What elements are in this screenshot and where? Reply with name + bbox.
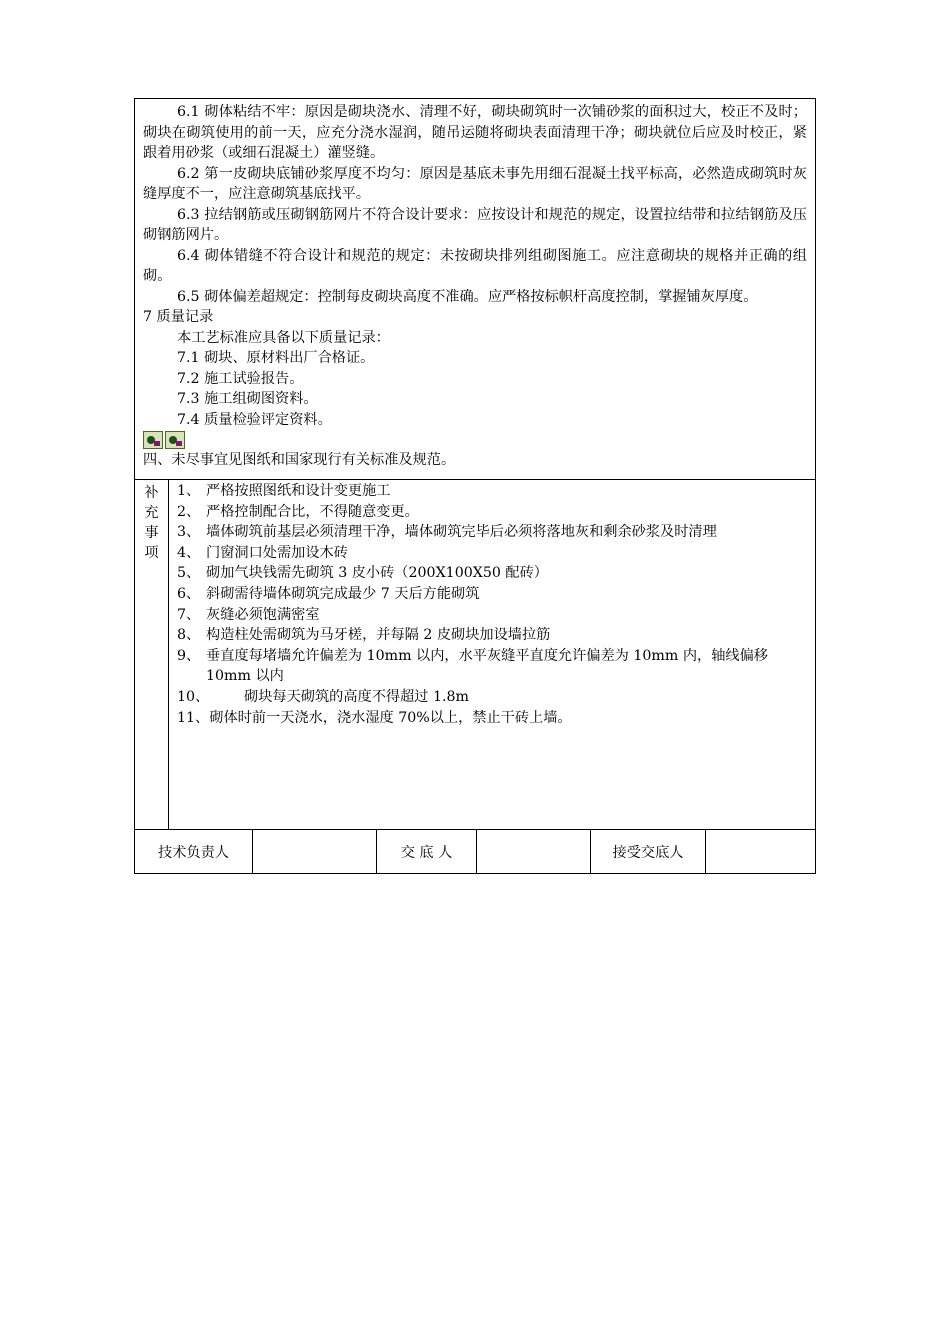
supplement-item: 8、 构造柱处需砌筑为马牙槎，并每隔 2 皮砌块加设墙拉筋 <box>177 627 551 644</box>
supplement-item: 4、 门窗洞口处需加设木砖 <box>177 544 348 561</box>
supplement-item: 3、 墙体砌筑前基层必须清理干净，墙体砌筑完毕后必须将落地灰和剩余砂浆及时清理 <box>177 524 717 541</box>
record-item: 7.2 施工试验报告。 <box>177 370 304 387</box>
receiver-field[interactable] <box>706 830 815 873</box>
supplement-list <box>169 479 815 728</box>
supplement-item: 1、 严格按照图纸和设计变更施工 <box>177 483 391 499</box>
supplement-item: 6、 斜砌需待墙体砌筑完成最少 7 天后方能砌筑 <box>177 585 480 602</box>
paragraph-6-1: 6.1 砌体粘结不牢：原因是砌块浇水、清理不好，砌块砌筑时一次铺砂浆的面积过大，校正不及时；砌块在砌筑使用的前一天，应充分浇水湿润，随吊运随将砌块表面清理干净；砌块就位后应及时校正，紧跟着用砂浆（或细石混凝土）灌竖缝。 <box>143 104 807 161</box>
supplement-item: 11、砌体时前一天浇水，浇水湿度 70%以上，禁止干砖上墙。 <box>177 709 572 726</box>
paragraph-6-2: 6.2 第一皮砌块底铺砂浆厚度不均匀：原因是基底未事先用细石混凝土找平标高，必然造成砌筑时灰缝厚度不一，应注意砌筑基底找平。 <box>143 165 807 202</box>
supplement-label-char: 充 <box>144 505 159 521</box>
record-item: 7.1 砌块、原材料出厂合格证。 <box>177 350 375 366</box>
section-4-note: 四、未尽事宜见图纸和国家现行有关标准及规范。 <box>143 452 456 468</box>
disclosure-table <box>134 98 816 874</box>
supplement-label-char: 项 <box>144 545 159 561</box>
tech-lead-field[interactable] <box>253 830 377 873</box>
supplement-item: 2、 严格控制配合比，不得随意变更。 <box>177 503 419 520</box>
supplement-item: 5、 砌加气块钱需先砌筑 3 皮小砖（200X100X50 配砖） <box>177 565 548 582</box>
plant-icon <box>143 431 163 449</box>
record-item: 7.3 施工组砌图资料。 <box>177 391 318 407</box>
section-7-intro: 本工艺标准应具备以下质量记录： <box>177 329 390 346</box>
supplement-label-char: 事 <box>144 525 159 541</box>
supplement-label <box>135 479 169 829</box>
signature-row <box>135 830 815 873</box>
discloser-label: 交 底 人 <box>377 830 477 873</box>
supplement-label-char: 补 <box>144 485 159 501</box>
icon-row <box>143 430 807 450</box>
supplement-item: 9、 垂直度每堵墙允许偏差为 10mm 以内，水平灰缝平直度允许偏差为 10mm 内，轴线偏移 10mm 以内 <box>177 647 768 685</box>
paragraph-6-4: 6.4 砌体错缝不符合设计和规范的规定：未按砌块排列组砌图施工。应注意砌块的规格并正确的组砌。 <box>143 247 807 284</box>
supplement-item: 10、 砌块每天砌筑的高度不得超过 1.8m <box>177 688 469 705</box>
paragraph-6-5: 6.5 砌体偏差超规定：控制每皮砌块高度不准确。应严格按标帜杆高度控制，掌握铺灰厚度。 <box>177 288 758 305</box>
paragraph-6-3: 6.3 拉结钢筋或压砌钢筋网片不符合设计要求：应按设计和规范的规定，设置拉结带和拉结钢筋及压砌钢筋网片。 <box>143 206 807 243</box>
discloser-field[interactable] <box>477 830 591 873</box>
record-item: 7.4 质量检验评定资料。 <box>177 411 332 428</box>
supplement-section <box>135 479 815 830</box>
receiver-label: 接受交底人 <box>591 830 706 873</box>
plant-icon <box>165 431 185 449</box>
main-content <box>135 99 815 480</box>
supplement-item: 7、 灰缝必须饱满密室 <box>177 606 320 623</box>
section-7-title: 7 质量记录 <box>143 309 214 325</box>
tech-lead-label: 技术负责人 <box>135 830 253 873</box>
